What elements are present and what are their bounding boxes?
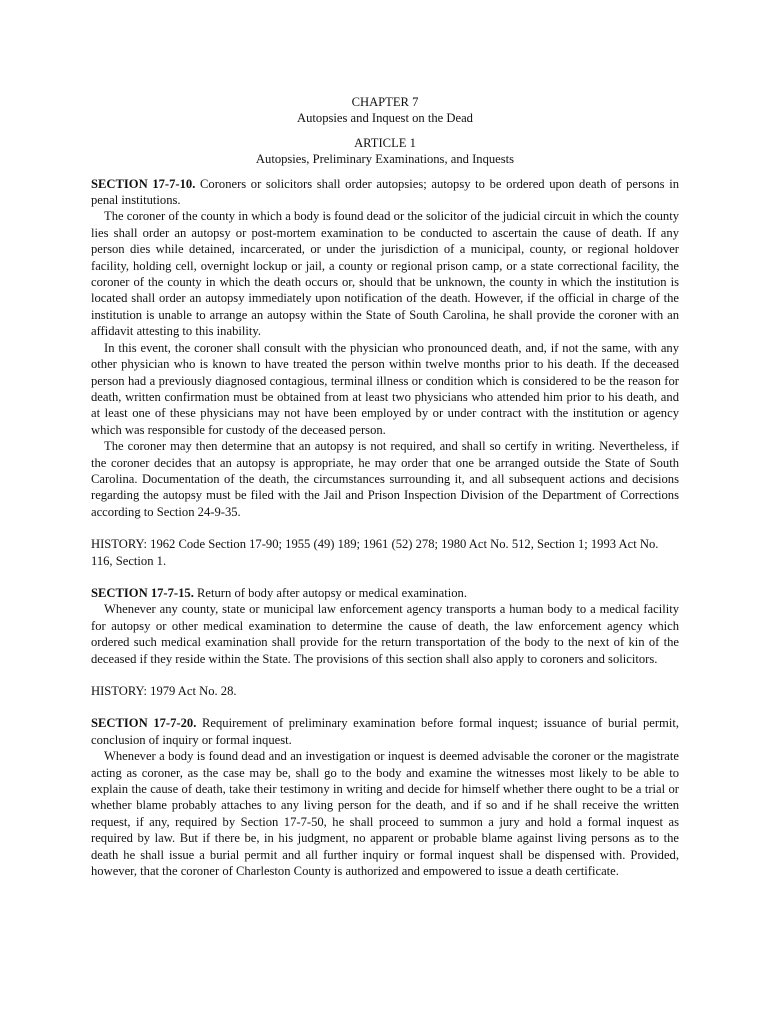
section-title: Coroners or solicitors shall order autopsies; autopsy to be ordered upon death of persons in penal institutions.	[91, 176, 679, 208]
section-number: SECTION 17-7-15.	[91, 585, 194, 600]
article-title: Autopsies, Preliminary Examinations, and Inquests	[255, 152, 515, 167]
section-history: HISTORY: 1979 Act No. 28.	[91, 684, 237, 698]
section-title: Return of body after autopsy or medical examination.	[197, 585, 468, 600]
chapter-heading	[91, 94, 679, 127]
section-number: SECTION 17-7-20.	[91, 716, 197, 731]
section-17-7-20	[91, 715, 679, 879]
section-heading	[91, 176, 679, 209]
section-heading	[91, 585, 679, 601]
section-paragraph: Whenever a body is found dead and an investigation or inquest is deemed advisable the coroner or the magistrate acting as coroner, as the case may be, shall go to the body and examine the witnesses most likely to be able to explain the cause of death, take their testimony in writing and decide for himself whether there ought to be a trial or whether blame probably attaches to any living person for the death, and if so and if he shall receive the written request, if any, required by Section 17-7-50, he shall proceed to summon a jury and hold a formal inquest as required by law. But if there be, in his judgment, no apparent or probable blame against living persons as to the death he shall issue a burial permit and all further inquiry or formal inquest shall be dispensed with. Provided, however, that the coroner of Charleston County is authorized and empowered to issue a death certificate.	[91, 749, 679, 879]
section-paragraph: The coroner may then determine that an autopsy is not required, and shall so certify in writing. Nevertheless, if the coroner decides that an autopsy is appropriate, he may order that one be arranged outside the State of South Carolina. Documentation of the death, the circumstances surrounding it, and all subsequent actions and decisions regarding the autopsy must be filed with the Jail and Prison Inspection Division of the Department of Corrections according to Section 24-9-35.	[91, 439, 679, 519]
section-heading	[91, 715, 679, 748]
chapter-title: Autopsies and Inquest on the Dead	[297, 111, 473, 126]
section-title: Requirement of preliminary examination before formal inquest; issuance of burial permit, conclusion of inquiry or formal inquest.	[91, 716, 679, 747]
article-number: ARTICLE 1	[354, 135, 416, 150]
section-history: HISTORY: 1962 Code Section 17-90; 1955 (49) 189; 1961 (52) 278; 1980 Act No. 512, Section 1; 1993 Act No. 116, Section 1.	[91, 537, 659, 568]
section-paragraph: The coroner of the county in which a body is found dead or the solicitor of the judicial circuit in which the county lies shall order an autopsy or post-mortem examination to be conducted to ascertain the cause of death. If any person dies while detained, incarcerated, or under the jurisdiction of a municipal, county, or regional holdover facility, holding cell, overnight lockup or jail, a county or regional prison camp, or a state correctional facility, the coroner of the county in which the death occurs or, should that be unknown, the county in which the institution is located shall order an autopsy immediately upon notification of the death. However, if the official in charge of the institution is unable to arrange an autopsy within the State of South Carolina, he shall provide the coroner with an affidavit attesting to this inability.	[91, 209, 679, 339]
section-paragraph: Whenever any county, state or municipal law enforcement agency transports a human body to a medical facility for autopsy or other medical examination to determine the cause of death, the law enforcement agency which ordered such medical examination shall provide for the return transportation of the body to the next of kin of the deceased if they reside within the State. The provisions of this section shall also apply to coroners and solicitors.	[91, 602, 679, 666]
article-heading	[91, 135, 679, 168]
section-paragraph: In this event, the coroner shall consult with the physician who pronounced death, and, if not the same, with any other physician who is known to have treated the person within twelve months prior to his death. If the deceased person had a previously diagnosed contagious, terminal illness or condition which is considered to be the reason for death, written confirmation must be obtained from at least two physicians who attended him prior to his death, and at least one of these physicians may not have been employed by or under contract with the institution or agency which was responsible for custody of the deceased person.	[91, 340, 679, 437]
section-17-7-15	[91, 585, 679, 667]
chapter-number: CHAPTER 7	[351, 95, 419, 109]
section-number: SECTION 17-7-10.	[91, 176, 196, 191]
section-17-7-10	[91, 176, 679, 521]
